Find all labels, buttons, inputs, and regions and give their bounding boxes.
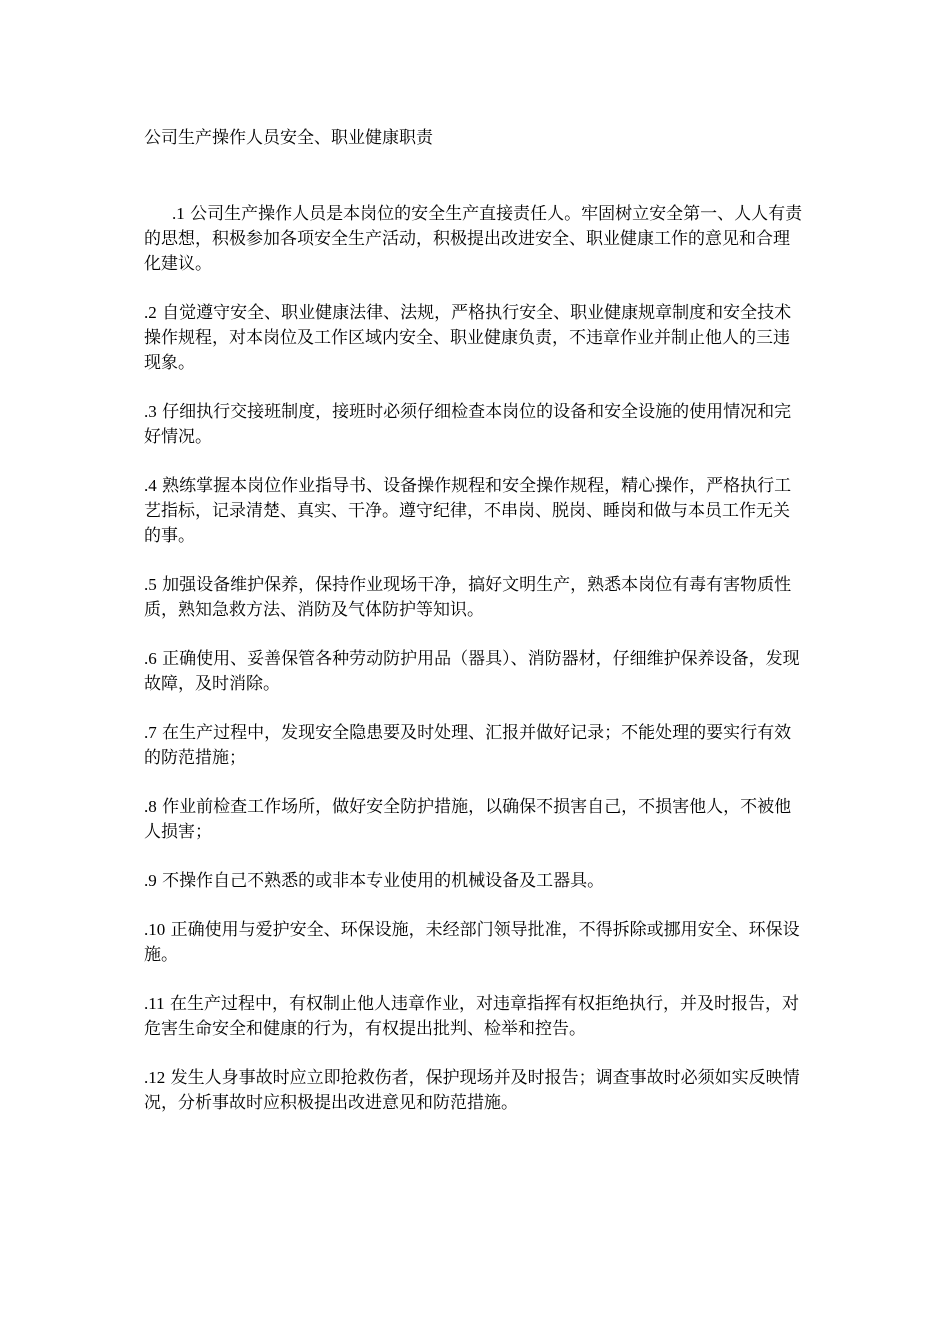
duty-item-3 (144, 399, 806, 450)
duty-item-11 (144, 991, 806, 1042)
item-number: .3 (144, 402, 157, 421)
duty-item-7 (144, 720, 806, 771)
item-text: 自觉遵守安全、职业健康法律、法规，严格执行安全、职业健康规章制度和安全技术操作规程，对本岗位及工作区域内安全、职业健康负责，不违章作业并制止他人的三违现象。 (144, 303, 792, 373)
duty-item-12 (144, 1065, 806, 1116)
duty-item-2 (144, 300, 806, 376)
duty-item-6 (144, 646, 806, 697)
item-text: 不操作自己不熟悉的或非本专业使用的机械设备及工器具。 (156, 871, 605, 891)
item-text: 熟练掌握本岗位作业指导书、设备操作规程和安全操作规程，精心操作，严格执行工艺指标，记录清楚、真实、干净。遵守纪律，不串岗、脱岗、睡岗和做与本员工作无关的事。 (144, 476, 792, 546)
document-title: 公司生产操作人员安全、职业健康职责 (144, 128, 433, 148)
item-number: .2 (144, 303, 157, 322)
duty-list (144, 201, 806, 1139)
duty-item-4 (144, 473, 806, 549)
item-number: .4 (144, 476, 157, 495)
item-number: .12 (144, 1068, 166, 1087)
item-number: .8 (144, 797, 157, 816)
duty-item-8 (144, 794, 806, 845)
item-number: .11 (144, 994, 165, 1013)
item-text: 发生人身事故时应立即抢救伤者，保护现场并及时报告；调查事故时必须如实反映情况，分析事故时应积极提出改进意见和防范措施。 (144, 1068, 800, 1113)
item-text: 在生产过程中，发现安全隐患要及时处理、汇报并做好记录；不能处理的要实行有效的防范措施； (144, 723, 792, 768)
item-text: 公司生产操作人员是本岗位的安全生产直接责任人。牢固树立安全第一、人人有责的思想，积极参加各项安全生产活动，积极提出改进安全、职业健康工作的意见和合理化建议。 (144, 204, 803, 274)
item-number: .7 (144, 723, 157, 742)
item-number: .5 (144, 575, 157, 594)
item-text: 加强设备维护保养，保持作业现场干净，搞好文明生产，熟悉本岗位有毒有害物质性质，熟知急救方法、消防及气体防护等知识。 (144, 575, 792, 620)
item-text: 正确使用与爱护安全、环保设施，未经部门领导批准，不得拆除或挪用安全、环保设施。 (144, 920, 800, 965)
duty-item-9 (144, 868, 806, 894)
duty-item-5 (144, 572, 806, 623)
item-text: 作业前检查工作场所，做好安全防护措施，以确保不损害自己，不损害他人，不被他人损害； (144, 797, 792, 842)
duty-item-10 (144, 917, 806, 968)
item-text: 在生产过程中，有权制止他人违章作业，对违章指挥有权拒绝执行，并及时报告，对危害生命安全和健康的行为，有权提出批判、检举和控告。 (144, 994, 800, 1039)
item-number: .9 (144, 871, 157, 890)
duty-item-1 (144, 201, 806, 277)
item-number: .1 (172, 204, 185, 223)
item-text: 仔细执行交接班制度，接班时必须仔细检查本岗位的设备和安全设施的使用情况和完好情况。 (144, 402, 792, 447)
item-number: .6 (144, 649, 157, 668)
item-text: 正确使用、妥善保管各种劳动防护用品（器具）、消防器材，仔细维护保养设备，发现故障，及时消除。 (144, 649, 800, 694)
item-number: .10 (144, 920, 166, 939)
